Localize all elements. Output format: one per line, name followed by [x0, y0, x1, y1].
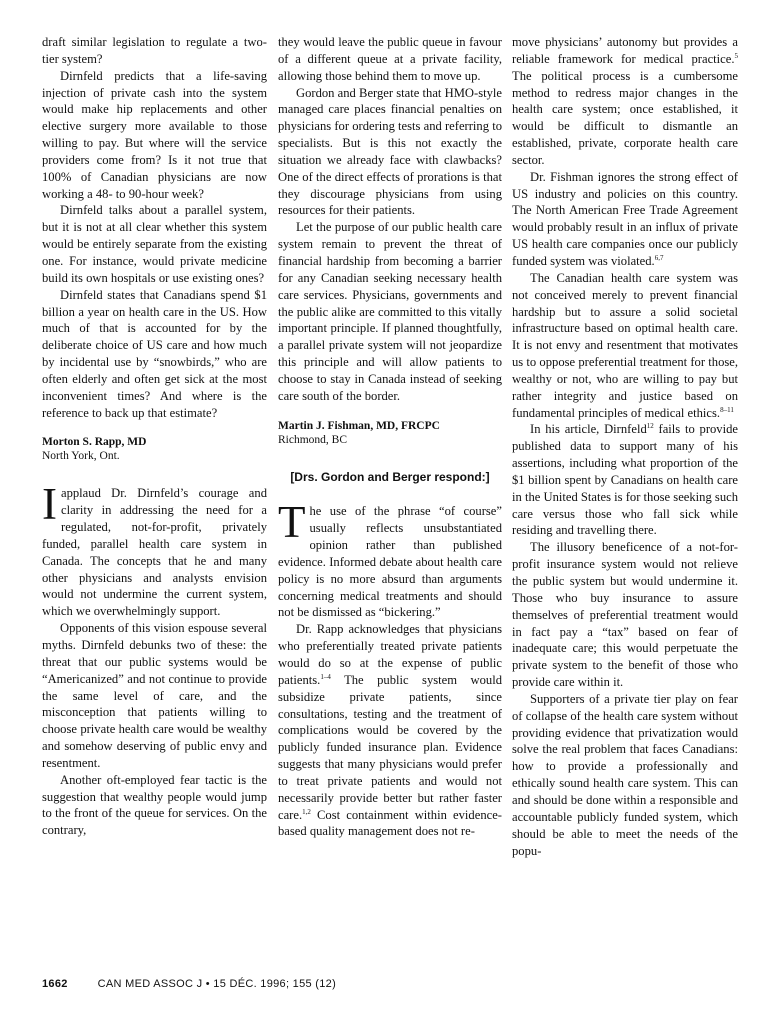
paragraph: Dirnfeld states that Canadians spend $1 billion a year on health care in the US. How much of that is accounted for by the deliberate choice of US care and how much by incidental use by “snowbirds,” who are often elderly and often get sick at the most inconvenient times? And where is the reference to back up that estimate?: [42, 287, 267, 420]
paragraph: draft similar legislation to regulate a two-tier system?: [42, 35, 267, 66]
paragraph: Iapplaud Dr. Dirnfeld’s courage and clarity in addressing the need for a regulated, not-for-profit, privately funded, parallel health care system in Canada. The concepts that he and many other physicians and analysts envision would not undermine the current system, which we overwhelmingly support.: [42, 479, 267, 619]
journal-citation: CAN MED ASSOC J • 15 DÉC. 1996; 155 (12): [97, 978, 337, 990]
citation-superscript: 12: [646, 422, 654, 431]
page-number: 1662: [42, 978, 68, 990]
drop-cap: I: [42, 479, 57, 530]
paragraph: Dr. Fishman ignores the strong effect of US industry and policies on this country. The North American Free Trade Agreement would probably result in an influx of private US health care companies once our publicly funded system was violated.$^{6,7}$: [512, 169, 738, 268]
paragraph: Another oft-employed fear tactic is the suggestion that wealthy people would jump to the front of the queue for services. On the contrary,: [42, 772, 267, 838]
author-location: North York, Ont.: [42, 450, 120, 463]
paragraph: Gordon and Berger state that HMO-style managed care places financial penalties on physicians for ordering tests and referring to specialists. But is this not exactly the situation we already face with clawbacks? One of the direct effects of prorations is that they discourage physicians from using resources for their patients.: [278, 85, 502, 218]
page-footer: [42, 978, 336, 990]
response-heading: [Drs. Gordon and Berger respond:]: [290, 469, 490, 484]
paragraph: The Canadian health care system was not conceived merely to prevent financial hardship but to assure a solid societal infrastructure based on optimal health care. It is not envy and resentment that motivates us to oppose preferential treatment for those, wealthy or not, who are willing to pay but rather integrity and justice based on fundamental principles of medical ethics.$^{8-11}$: [512, 270, 738, 420]
letter-2: [42, 479, 267, 839]
citation-superscript: 8–11: [720, 405, 734, 414]
column-3: [512, 34, 738, 859]
paragraph: The use of the phrase “of course” usually reflects unsubstantiated opinion rather than published evidence. Informed debate about health care policy is no more absurd than arguments concerning medical treatments and should not be dismissed as “bickering.”: [278, 497, 502, 620]
paragraph: Opponents of this vision espouse several myths. Dirnfeld debunks two of these: the threat that our public systems would be “Americanized” and not continue to provide the same level of care, and the misconception that patients willing to choose private health care would be wealthy and somehow deserving of public envy and resentment.: [42, 621, 267, 770]
letter-signature: [278, 419, 502, 447]
letter-signature: [42, 435, 267, 463]
citation-superscript: 1–4: [320, 672, 331, 681]
author-name: Martin J. Fishman, MD, FRCPC: [278, 419, 440, 432]
paragraph: Supporters of a private tier play on fear of collapse of the health care system without providing evidence that privatization would solve the real problem that faces Canadians: how to provide a professionally and ethically sound health care system. This can and should be done within a responsible and accountable publicly funded system, which should be able to meet the needs of the popu-: [512, 691, 738, 858]
citation-superscript: 1,2: [302, 807, 311, 816]
author-location: Richmond, BC: [278, 433, 348, 446]
paragraph: they would leave the public queue in favour of a different queue at a private facility, allowing those behind them to move up.: [278, 35, 502, 83]
paragraph: Dirnfeld predicts that a life-saving injection of private cash into the system would make hip replacements and other elective surgery more available to those willing to pay. But where will the service providers come from? Is it not true that 100% of Canadian physicians are now working a 48- to 90-hour week?: [42, 68, 267, 201]
paragraph: The illusory beneficence of a not-for-profit insurance system would not relieve the public system but would undermine it. Those who buy insurance to assure themselves of preferential treatment would in fact pay a “tax” based on fear of inadequate care; this would perpetuate the private system to the benefit of those who provide care within it.: [512, 540, 738, 690]
author-name: Morton S. Rapp, MD: [42, 436, 147, 449]
paragraph: Let the purpose of our public health care system remain to prevent the threat of financial hardship from becoming a barrier for any Canadian seeking necessary health care services. Physicians, governments and the public alike are committed to this vitally important principle. If planned thoughtfully, a parallel private system will not jeopardize this principle and will allow patients to choose to stay in Canada instead of seeking care south of the border.: [278, 220, 502, 403]
column-1: [42, 34, 267, 839]
paragraph: Dirnfeld talks about a parallel system, but it is not at all clear whether this system would be entirely separate from the existing one. For instance, would private medicine build its own hospitals or use existing ones?: [42, 203, 267, 285]
drop-cap: T: [278, 497, 306, 548]
column-2: [278, 34, 502, 840]
paragraph: In his article, Dirnfeld$^{12}$ fails to provide published data to support many of his assertions, including what proportion of the $1 billion spent by Canadians on health care in the United States is for those seeking such care versus those who fall sick while residing and travelling there.: [512, 422, 738, 538]
citation-superscript: 5: [734, 51, 738, 60]
citation-superscript: 6,7: [654, 253, 664, 262]
paragraph: move physicians’ autonomy but provides a reliable framework for medical practice.$^5$ The political process is a cumbersome method to redress major changes in the health care system; once established, it would be difficult to dismantle an established, private, corporate health care sector.: [512, 35, 738, 167]
paragraph: Dr. Rapp acknowledges that physicians who preferentially treated private patients would do so at the expense of public patients.$^{1-4}$ The public system would subsidize private patients, since consultations, testing and the treatment of complications would be covered by the publicly funded insurance plan. Evidence suggests that many physicians would prefer to treat private patients and would not necessarily provide better but rather faster care.$^{1,2}$ Cost containment within evidence-based quality management does not re-: [278, 622, 502, 839]
